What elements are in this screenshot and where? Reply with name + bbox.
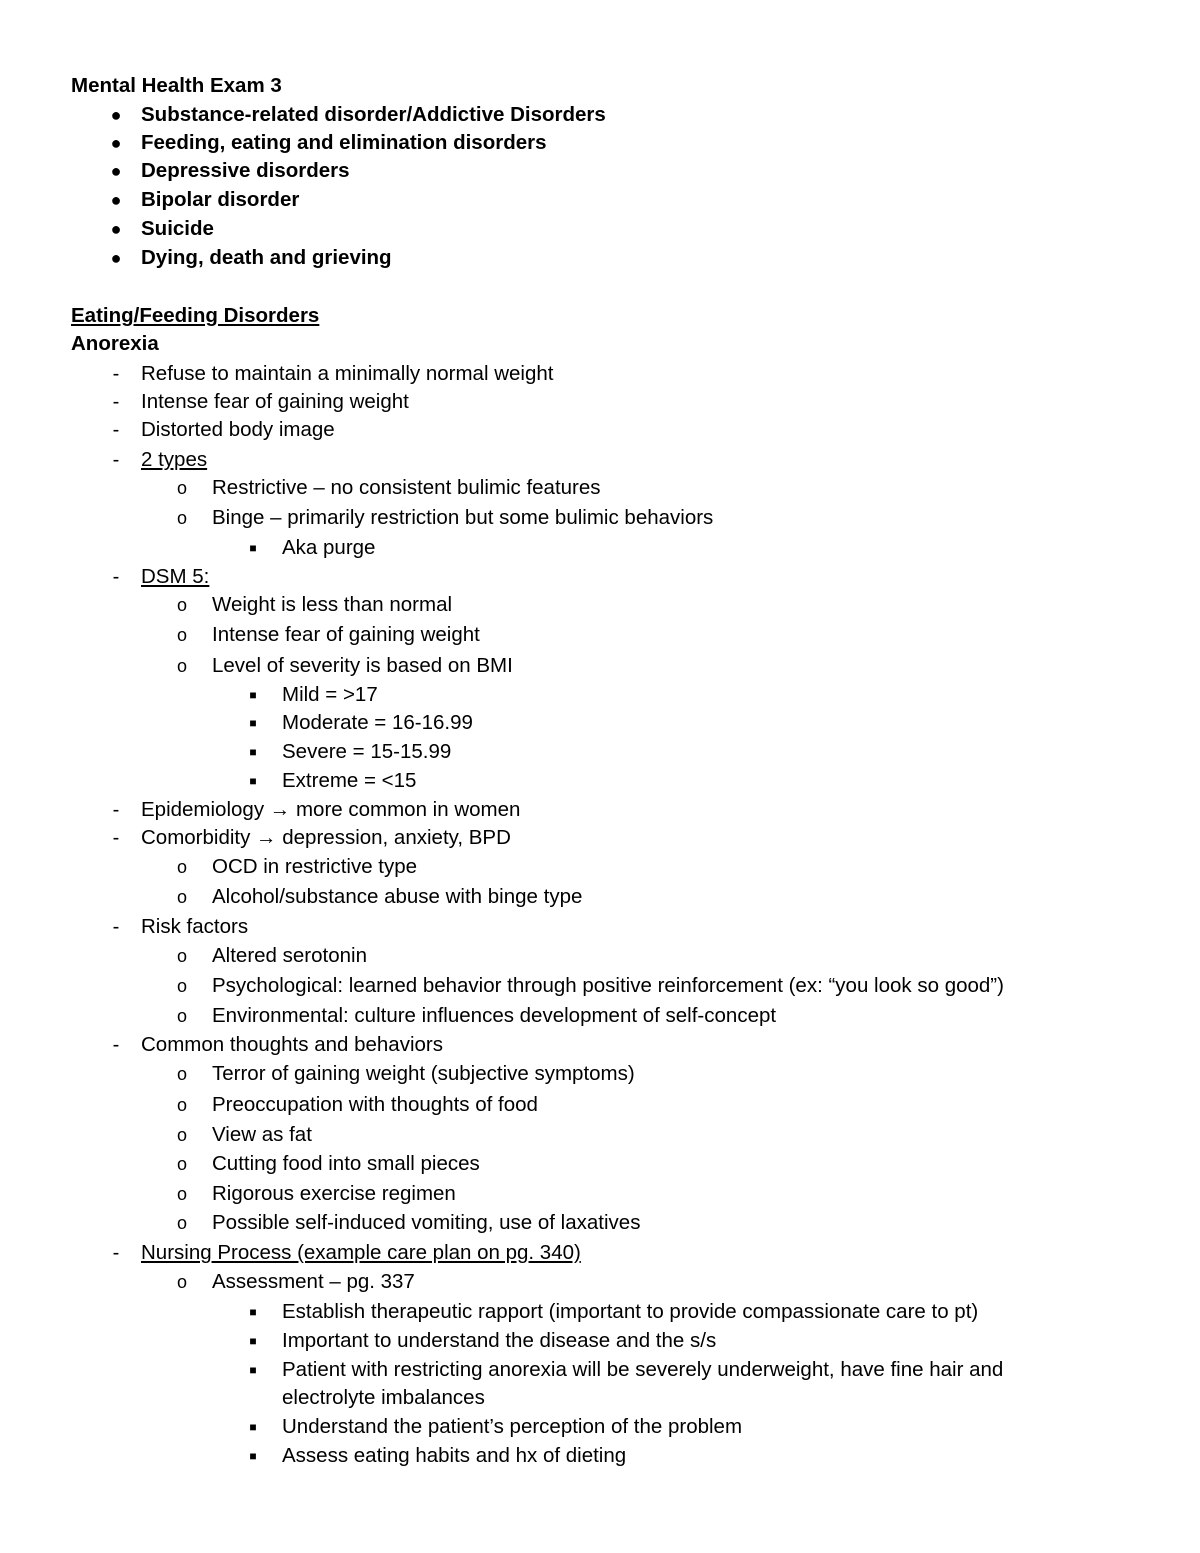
square-bullet-icon: ■ <box>249 745 257 759</box>
list-item: o Cutting food into small pieces <box>0 1150 1200 1178</box>
topic-item: ● Feeding, eating and elimination disorders <box>0 129 1200 157</box>
list-item: o Environmental: culture influences development of self-concept <box>0 1002 1200 1030</box>
section-heading: Eating/Feeding Disorders <box>71 304 320 327</box>
square-bullet-icon: ■ <box>249 1363 257 1377</box>
bullet-icon: ● <box>110 133 122 153</box>
dash-icon: - <box>112 1034 120 1056</box>
list-item: ■ Patient with restricting anorexia will be severely underweight, have fine hair and <box>0 1356 1200 1384</box>
list-item: ■ Understand the patient’s perception of the problem <box>0 1413 1200 1441</box>
circle-bullet-icon: o <box>176 1006 187 1026</box>
list-item: - Comorbidity → depression, anxiety, BPD <box>0 824 1200 852</box>
list-item: ■ Assess eating habits and hx of dieting <box>0 1442 1200 1470</box>
list-item: o Binge – primarily restriction but some bulimic behaviors <box>0 504 1200 532</box>
list-item: o Alcohol/substance abuse with binge type <box>0 883 1200 911</box>
bullet-icon: ● <box>110 219 122 239</box>
list-item: ■ Moderate = 16-16.99 <box>0 709 1200 737</box>
list-item: ■ Establish therapeutic rapport (important to provide compassionate care to pt) <box>0 1298 1200 1326</box>
list-item: - Risk factors <box>0 913 1200 941</box>
square-bullet-icon: ■ <box>249 716 257 730</box>
list-item: - Common thoughts and behaviors <box>0 1031 1200 1059</box>
square-bullet-icon: ■ <box>249 1449 257 1463</box>
dash-icon: - <box>112 363 120 385</box>
list-item: - 2 types <box>0 446 1200 474</box>
circle-bullet-icon: o <box>176 625 187 645</box>
list-item: - Distorted body image <box>0 416 1200 444</box>
dash-icon: - <box>112 449 120 471</box>
square-bullet-icon: ■ <box>249 1420 257 1434</box>
square-bullet-icon: ■ <box>249 1334 257 1348</box>
document-title: Mental Health Exam 3 <box>71 74 282 97</box>
bullet-icon: ● <box>110 161 122 181</box>
topic-item: ● Substance-related disorder/Addictive Disorders <box>0 101 1200 129</box>
list-item: - Intense fear of gaining weight <box>0 388 1200 416</box>
circle-bullet-icon: o <box>176 595 187 615</box>
circle-bullet-icon: o <box>176 1213 187 1233</box>
list-item: o Possible self-induced vomiting, use of laxatives <box>0 1209 1200 1237</box>
list-item: - DSM 5: <box>0 563 1200 591</box>
dash-icon: - <box>112 419 120 441</box>
dash-icon: - <box>112 827 120 849</box>
bullet-icon: ● <box>110 105 122 125</box>
square-bullet-icon: ■ <box>249 1305 257 1319</box>
circle-bullet-icon: o <box>176 976 187 996</box>
list-item: o Level of severity is based on BMI <box>0 652 1200 680</box>
list-item: o Psychological: learned behavior through positive reinforcement (ex: “you look so good”) <box>0 972 1200 1000</box>
list-item: ■ Aka purge <box>0 534 1200 562</box>
circle-bullet-icon: o <box>176 1125 187 1145</box>
topic-item: ● Depressive disorders <box>0 157 1200 185</box>
square-bullet-icon: ■ <box>249 774 257 788</box>
circle-bullet-icon: o <box>176 946 187 966</box>
list-item: ■ Important to understand the disease and the s/s <box>0 1327 1200 1355</box>
list-item: ■ Extreme = <15 <box>0 767 1200 795</box>
dash-icon: - <box>112 1242 120 1264</box>
list-item: ■ Severe = 15-15.99 <box>0 738 1200 766</box>
dash-icon: - <box>112 391 120 413</box>
list-item: ■ Mild = >17 <box>0 681 1200 709</box>
list-item: o Weight is less than normal <box>0 591 1200 619</box>
circle-bullet-icon: o <box>176 1184 187 1204</box>
circle-bullet-icon: o <box>176 857 187 877</box>
list-item: o Preoccupation with thoughts of food <box>0 1091 1200 1119</box>
list-item: o Rigorous exercise regimen <box>0 1180 1200 1208</box>
list-item: o Intense fear of gaining weight <box>0 621 1200 649</box>
bullet-icon: ● <box>110 248 122 268</box>
subsection-heading: Anorexia <box>71 332 159 355</box>
topic-item: ● Bipolar disorder <box>0 186 1200 214</box>
list-item: o Altered serotonin <box>0 942 1200 970</box>
list-item: o OCD in restrictive type <box>0 853 1200 881</box>
circle-bullet-icon: o <box>176 1272 187 1292</box>
circle-bullet-icon: o <box>176 1095 187 1115</box>
topic-item: ● Dying, death and grieving <box>0 244 1200 272</box>
circle-bullet-icon: o <box>176 656 187 676</box>
topic-item: ● Suicide <box>0 215 1200 243</box>
circle-bullet-icon: o <box>176 478 187 498</box>
circle-bullet-icon: o <box>176 1154 187 1174</box>
square-bullet-icon: ■ <box>249 688 257 702</box>
circle-bullet-icon: o <box>176 1064 187 1084</box>
list-item: - Epidemiology → more common in women <box>0 796 1200 824</box>
dash-icon: - <box>112 916 120 938</box>
square-bullet-icon: ■ <box>249 541 257 555</box>
circle-bullet-icon: o <box>176 508 187 528</box>
list-item: - Nursing Process (example care plan on pg. 340) <box>0 1239 1200 1267</box>
dash-icon: - <box>112 799 120 821</box>
circle-bullet-icon: o <box>176 887 187 907</box>
list-item: - Refuse to maintain a minimally normal weight <box>0 360 1200 388</box>
dash-icon: - <box>112 566 120 588</box>
list-item: o Assessment – pg. 337 <box>0 1268 1200 1296</box>
bullet-icon: ● <box>110 190 122 210</box>
list-item: o Restrictive – no consistent bulimic features <box>0 474 1200 502</box>
list-item: o Terror of gaining weight (subjective symptoms) <box>0 1060 1200 1088</box>
list-item: o View as fat <box>0 1121 1200 1149</box>
list-item-continuation: electrolyte imbalances <box>282 1386 485 1409</box>
